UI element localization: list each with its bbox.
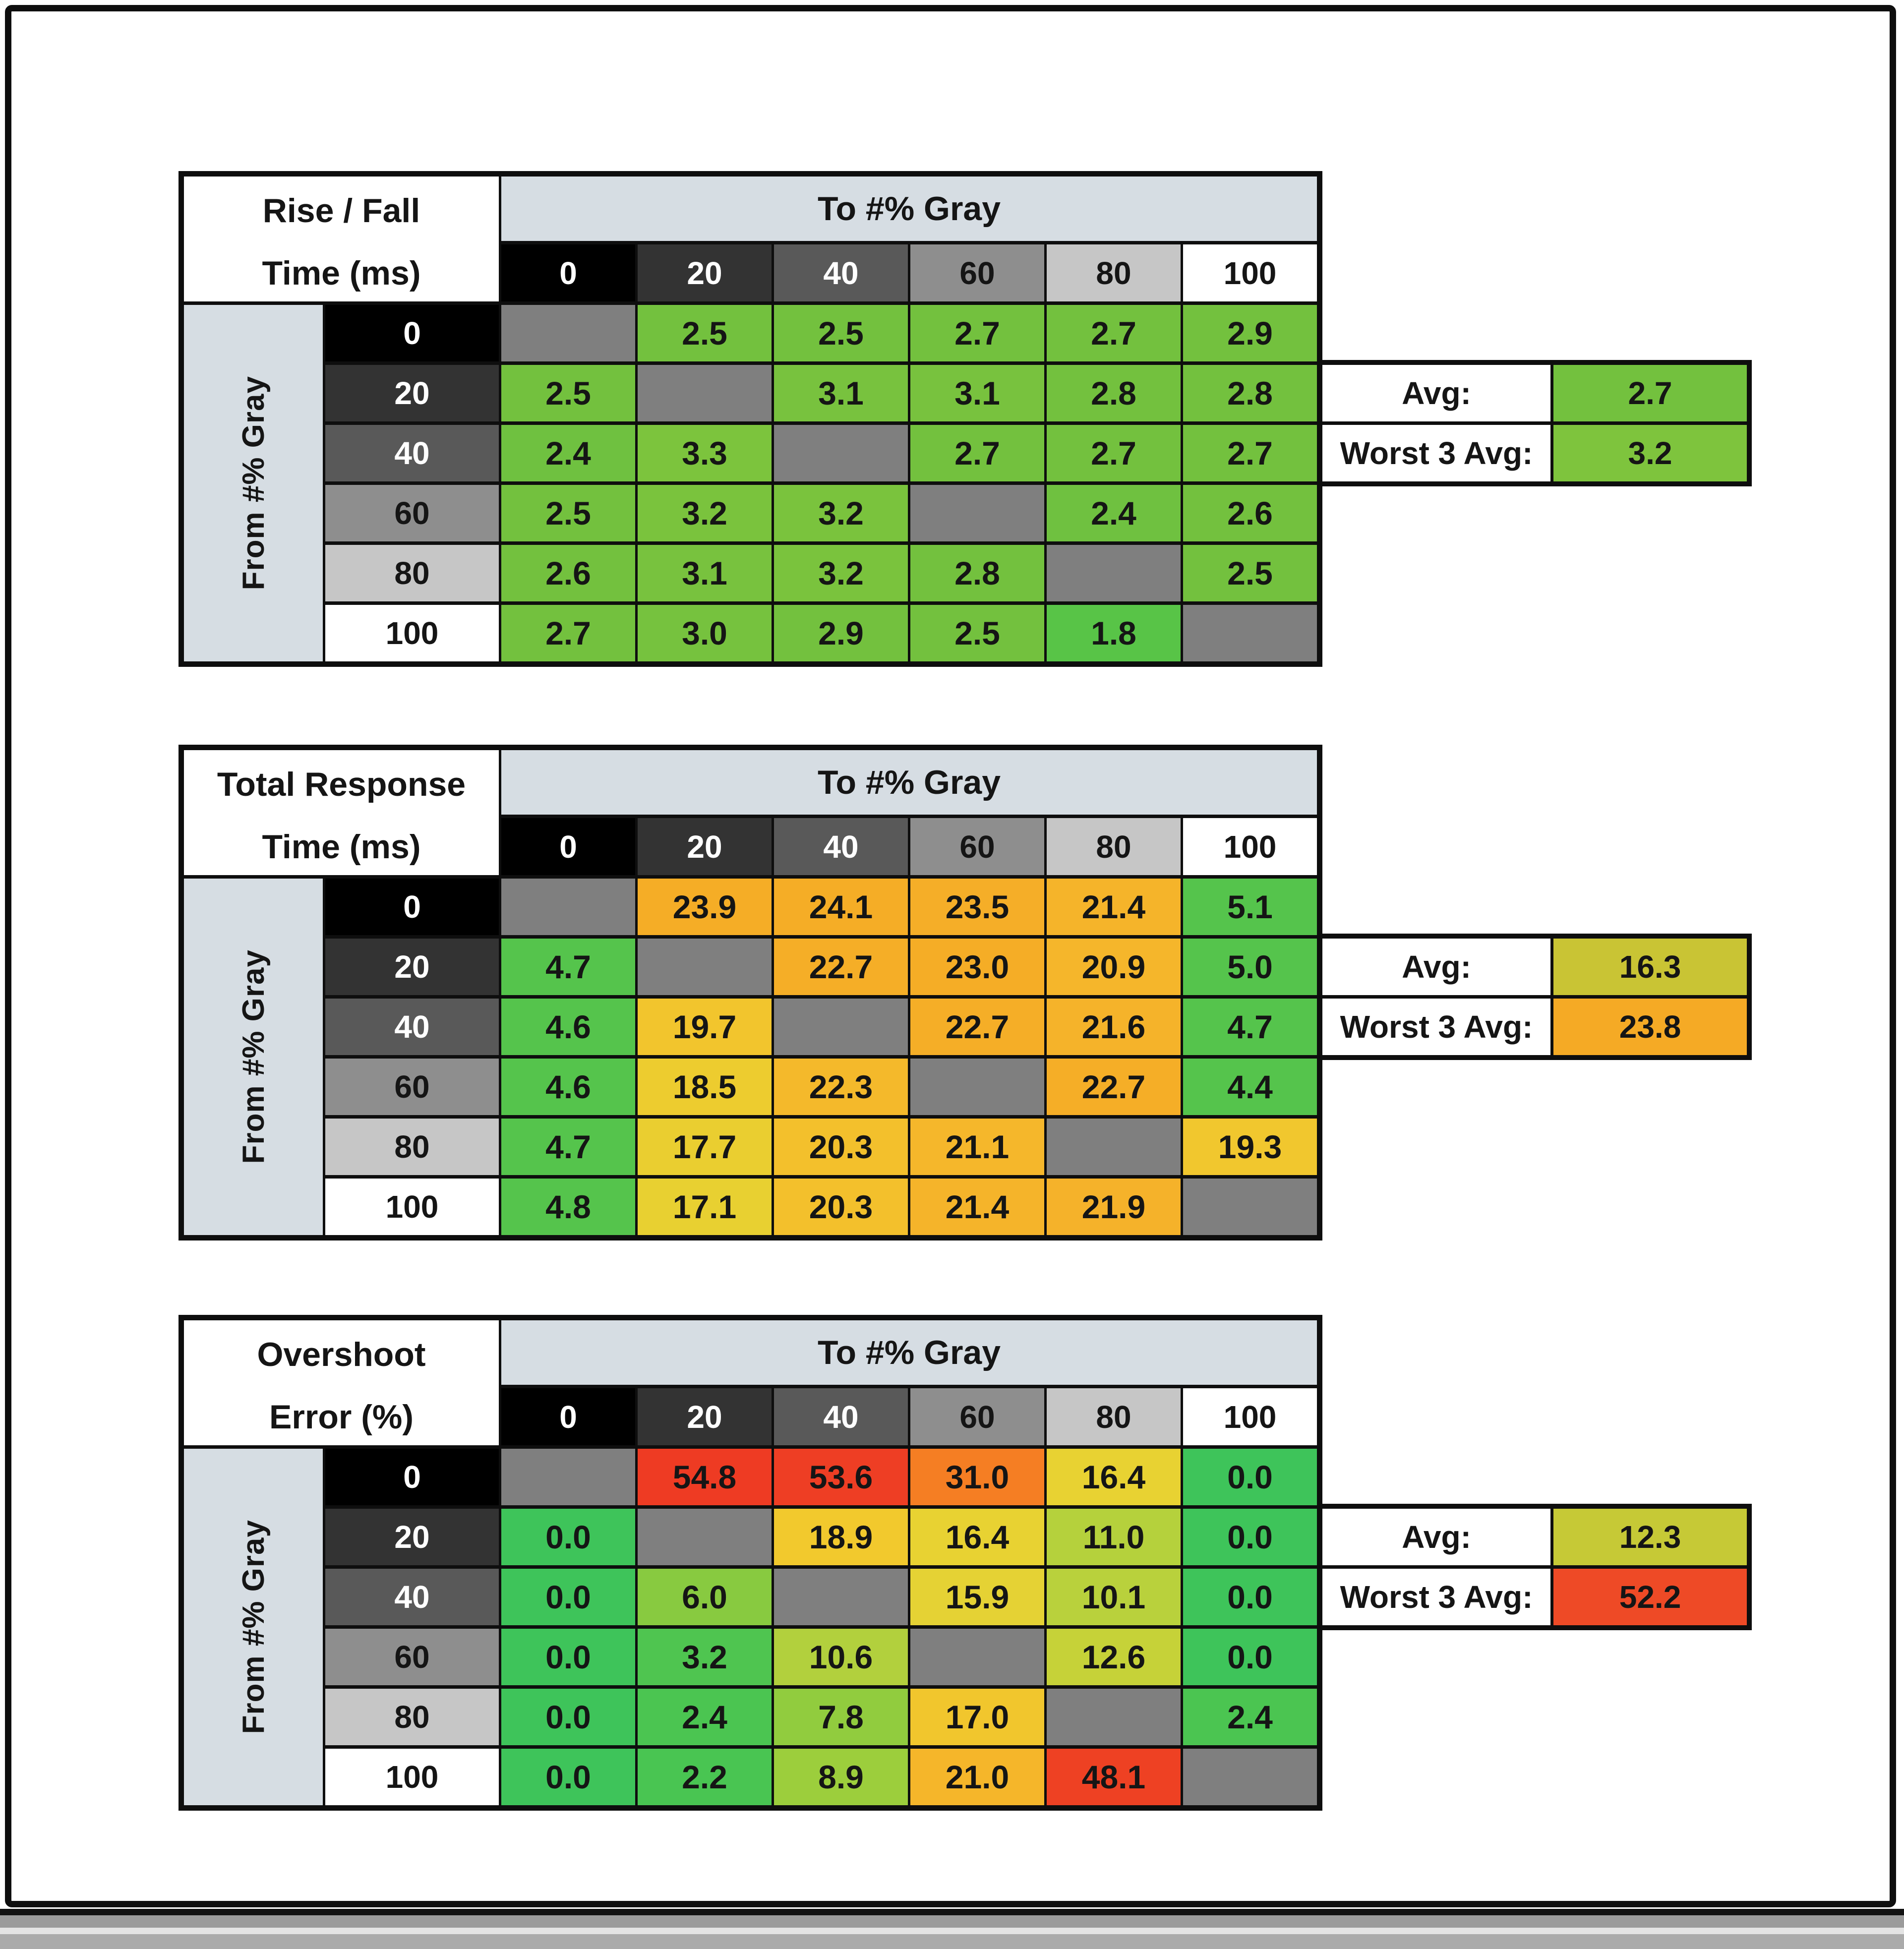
cell-from80-to20: 3.1 bbox=[638, 545, 772, 601]
worst3avg-value: 3.2 bbox=[1553, 425, 1747, 481]
row-header-100: 100 bbox=[325, 1179, 499, 1235]
from-percent-gray-band bbox=[184, 879, 323, 1235]
row-header-80: 80 bbox=[325, 545, 499, 601]
cell-from40-to0: 2.4 bbox=[501, 425, 635, 481]
cell-from80-to40: 3.2 bbox=[774, 545, 908, 601]
cell-from40-to60: 2.7 bbox=[910, 425, 1044, 481]
cell-from20-to80: 20.9 bbox=[1047, 939, 1181, 995]
from-percent-gray-label: From #% Gray bbox=[236, 1520, 271, 1734]
table-title-line2: Error (%) bbox=[269, 1398, 414, 1436]
row-header-100: 100 bbox=[325, 1749, 499, 1805]
cell-from60-to40: 22.3 bbox=[774, 1059, 908, 1115]
col-header-60: 60 bbox=[910, 244, 1044, 301]
diagonal-cell bbox=[501, 1449, 635, 1505]
from-percent-gray-label: From #% Gray bbox=[236, 949, 271, 1164]
table-title-rise-fall-time bbox=[184, 177, 499, 301]
table-rise-fall-time bbox=[178, 171, 1322, 667]
diagonal-cell bbox=[1047, 1689, 1181, 1745]
cell-from20-to60: 23.0 bbox=[910, 939, 1044, 995]
cell-from0-to40: 2.5 bbox=[774, 305, 908, 361]
cell-from60-to0: 4.6 bbox=[501, 1059, 635, 1115]
cell-from0-to40: 24.1 bbox=[774, 879, 908, 935]
cell-from40-to0: 0.0 bbox=[501, 1569, 635, 1625]
cell-from40-to20: 3.3 bbox=[638, 425, 772, 481]
diagonal-cell bbox=[774, 425, 908, 481]
cell-from0-to60: 31.0 bbox=[910, 1449, 1044, 1505]
diagonal-cell bbox=[910, 1629, 1044, 1685]
col-header-60: 60 bbox=[910, 1388, 1044, 1445]
cell-from80-to40: 20.3 bbox=[774, 1119, 908, 1175]
row-header-40: 40 bbox=[325, 425, 499, 481]
cell-from60-to80: 12.6 bbox=[1047, 1629, 1181, 1685]
cell-from0-to20: 23.9 bbox=[638, 879, 772, 935]
cell-from0-to20: 54.8 bbox=[638, 1449, 772, 1505]
cell-from60-to0: 0.0 bbox=[501, 1629, 635, 1685]
cell-from60-to20: 3.2 bbox=[638, 485, 772, 541]
cell-from80-to20: 17.7 bbox=[638, 1119, 772, 1175]
diagonal-cell bbox=[910, 1059, 1044, 1115]
col-header-20: 20 bbox=[638, 244, 772, 301]
cell-from80-to60: 17.0 bbox=[910, 1689, 1044, 1745]
row-header-20: 20 bbox=[325, 939, 499, 995]
diagonal-cell bbox=[501, 305, 635, 361]
col-header-0: 0 bbox=[501, 1388, 635, 1445]
bottom-strip bbox=[0, 1909, 1904, 1949]
cell-from60-to100: 2.6 bbox=[1183, 485, 1317, 541]
cell-from100-to60: 21.0 bbox=[910, 1749, 1044, 1805]
avg-value: 16.3 bbox=[1553, 939, 1747, 995]
cell-from100-to60: 2.5 bbox=[910, 605, 1044, 661]
avg-value: 2.7 bbox=[1553, 365, 1747, 421]
cell-from100-to80: 1.8 bbox=[1047, 605, 1181, 661]
table-title-overshoot-error bbox=[184, 1320, 499, 1445]
col-header-20: 20 bbox=[638, 1388, 772, 1445]
col-header-100: 100 bbox=[1183, 1388, 1317, 1445]
bottom-strip-black-line bbox=[0, 1909, 1904, 1915]
cell-from40-to100: 4.7 bbox=[1183, 999, 1317, 1055]
cell-from20-to100: 5.0 bbox=[1183, 939, 1317, 995]
row-header-60: 60 bbox=[325, 1629, 499, 1685]
col-header-80: 80 bbox=[1047, 1388, 1181, 1445]
bottom-strip-gray-base bbox=[0, 1934, 1904, 1949]
cell-from0-to20: 2.5 bbox=[638, 305, 772, 361]
cell-from80-to100: 19.3 bbox=[1183, 1119, 1317, 1175]
cell-from40-to0: 4.6 bbox=[501, 999, 635, 1055]
cell-from80-to20: 2.4 bbox=[638, 1689, 772, 1745]
cell-from40-to60: 15.9 bbox=[910, 1569, 1044, 1625]
bottom-strip-gray-band bbox=[0, 1915, 1904, 1928]
to-percent-gray-band: To #% Gray bbox=[501, 1320, 1317, 1385]
col-header-40: 40 bbox=[774, 818, 908, 875]
cell-from60-to80: 2.4 bbox=[1047, 485, 1181, 541]
cell-from60-to20: 18.5 bbox=[638, 1059, 772, 1115]
row-header-0: 0 bbox=[325, 1449, 499, 1505]
cell-from100-to40: 2.9 bbox=[774, 605, 908, 661]
cell-from20-to0: 2.5 bbox=[501, 365, 635, 421]
col-header-100: 100 bbox=[1183, 818, 1317, 875]
cell-from0-to80: 2.7 bbox=[1047, 305, 1181, 361]
to-percent-gray-band: To #% Gray bbox=[501, 750, 1317, 815]
diagonal-cell bbox=[1183, 1749, 1317, 1805]
row-header-60: 60 bbox=[325, 1059, 499, 1115]
diagonal-cell bbox=[774, 999, 908, 1055]
diagonal-cell bbox=[1047, 1119, 1181, 1175]
diagonal-cell bbox=[638, 939, 772, 995]
col-header-40: 40 bbox=[774, 1388, 908, 1445]
cell-from100-to40: 8.9 bbox=[774, 1749, 908, 1805]
cell-from40-to80: 10.1 bbox=[1047, 1569, 1181, 1625]
col-header-0: 0 bbox=[501, 244, 635, 301]
cell-from20-to0: 0.0 bbox=[501, 1509, 635, 1565]
cell-from80-to60: 21.1 bbox=[910, 1119, 1044, 1175]
cell-from20-to40: 18.9 bbox=[774, 1509, 908, 1565]
diagonal-cell bbox=[638, 365, 772, 421]
cell-from100-to0: 4.8 bbox=[501, 1179, 635, 1235]
worst3avg-label: Worst 3 Avg: bbox=[1322, 1569, 1550, 1625]
cell-from20-to60: 3.1 bbox=[910, 365, 1044, 421]
cell-from80-to0: 0.0 bbox=[501, 1689, 635, 1745]
col-header-80: 80 bbox=[1047, 244, 1181, 301]
row-header-0: 0 bbox=[325, 305, 499, 361]
diagonal-cell bbox=[638, 1509, 772, 1565]
cell-from0-to40: 53.6 bbox=[774, 1449, 908, 1505]
worst3avg-label: Worst 3 Avg: bbox=[1322, 999, 1550, 1055]
avg-label: Avg: bbox=[1322, 365, 1550, 421]
cell-from100-to20: 2.2 bbox=[638, 1749, 772, 1805]
cell-from60-to20: 3.2 bbox=[638, 1629, 772, 1685]
col-header-0: 0 bbox=[501, 818, 635, 875]
cell-from80-to0: 2.6 bbox=[501, 545, 635, 601]
cell-from40-to100: 2.7 bbox=[1183, 425, 1317, 481]
diagonal-cell bbox=[774, 1569, 908, 1625]
cell-from20-to40: 22.7 bbox=[774, 939, 908, 995]
table-overshoot-error bbox=[178, 1315, 1322, 1811]
cell-from0-to100: 5.1 bbox=[1183, 879, 1317, 935]
cell-from80-to40: 7.8 bbox=[774, 1689, 908, 1745]
cell-from60-to0: 2.5 bbox=[501, 485, 635, 541]
to-percent-gray-band: To #% Gray bbox=[501, 177, 1317, 241]
diagonal-cell bbox=[1183, 605, 1317, 661]
avg-value: 12.3 bbox=[1553, 1509, 1747, 1565]
cell-from60-to40: 10.6 bbox=[774, 1629, 908, 1685]
cell-from60-to40: 3.2 bbox=[774, 485, 908, 541]
cell-from0-to60: 2.7 bbox=[910, 305, 1044, 361]
from-percent-gray-band bbox=[184, 305, 323, 661]
diagonal-cell bbox=[910, 485, 1044, 541]
row-header-80: 80 bbox=[325, 1119, 499, 1175]
cell-from20-to80: 2.8 bbox=[1047, 365, 1181, 421]
table-title-line1: Total Response bbox=[217, 765, 466, 803]
cell-from40-to20: 6.0 bbox=[638, 1569, 772, 1625]
table-title-total-response-time bbox=[184, 750, 499, 875]
table-total-response-time bbox=[178, 745, 1322, 1240]
summary-box-total-response-time bbox=[1317, 934, 1752, 1060]
row-header-40: 40 bbox=[325, 1569, 499, 1625]
row-header-20: 20 bbox=[325, 365, 499, 421]
cell-from100-to40: 20.3 bbox=[774, 1179, 908, 1235]
diagonal-cell bbox=[1047, 545, 1181, 601]
cell-from80-to60: 2.8 bbox=[910, 545, 1044, 601]
diagonal-cell bbox=[501, 879, 635, 935]
cell-from0-to100: 2.9 bbox=[1183, 305, 1317, 361]
cell-from0-to80: 21.4 bbox=[1047, 879, 1181, 935]
cell-from100-to80: 21.9 bbox=[1047, 1179, 1181, 1235]
col-header-20: 20 bbox=[638, 818, 772, 875]
row-header-80: 80 bbox=[325, 1689, 499, 1745]
summary-box-rise-fall-time bbox=[1317, 360, 1752, 486]
cell-from20-to100: 0.0 bbox=[1183, 1509, 1317, 1565]
col-header-80: 80 bbox=[1047, 818, 1181, 875]
row-header-100: 100 bbox=[325, 605, 499, 661]
from-percent-gray-label: From #% Gray bbox=[236, 376, 271, 591]
table-title-line2: Time (ms) bbox=[262, 827, 421, 866]
worst3avg-label: Worst 3 Avg: bbox=[1322, 425, 1550, 481]
cell-from20-to0: 4.7 bbox=[501, 939, 635, 995]
table-title-line1: Overshoot bbox=[257, 1335, 426, 1373]
cell-from40-to60: 22.7 bbox=[910, 999, 1044, 1055]
cell-from80-to0: 4.7 bbox=[501, 1119, 635, 1175]
row-header-20: 20 bbox=[325, 1509, 499, 1565]
summary-box-overshoot-error bbox=[1317, 1504, 1752, 1630]
worst3avg-value: 52.2 bbox=[1553, 1569, 1747, 1625]
avg-label: Avg: bbox=[1322, 1509, 1550, 1565]
cell-from20-to60: 16.4 bbox=[910, 1509, 1044, 1565]
col-header-60: 60 bbox=[910, 818, 1044, 875]
cell-from20-to100: 2.8 bbox=[1183, 365, 1317, 421]
cell-from100-to20: 17.1 bbox=[638, 1179, 772, 1235]
cell-from40-to20: 19.7 bbox=[638, 999, 772, 1055]
cell-from0-to100: 0.0 bbox=[1183, 1449, 1317, 1505]
row-header-0: 0 bbox=[325, 879, 499, 935]
row-header-60: 60 bbox=[325, 485, 499, 541]
cell-from60-to100: 4.4 bbox=[1183, 1059, 1317, 1115]
from-percent-gray-band bbox=[184, 1449, 323, 1805]
table-title-line2: Time (ms) bbox=[262, 254, 421, 292]
avg-label: Avg: bbox=[1322, 939, 1550, 995]
cell-from60-to100: 0.0 bbox=[1183, 1629, 1317, 1685]
cell-from0-to80: 16.4 bbox=[1047, 1449, 1181, 1505]
cell-from100-to0: 0.0 bbox=[501, 1749, 635, 1805]
diagonal-cell bbox=[1183, 1179, 1317, 1235]
cell-from60-to80: 22.7 bbox=[1047, 1059, 1181, 1115]
cell-from100-to60: 21.4 bbox=[910, 1179, 1044, 1235]
cell-from80-to100: 2.5 bbox=[1183, 545, 1317, 601]
cell-from40-to100: 0.0 bbox=[1183, 1569, 1317, 1625]
col-header-100: 100 bbox=[1183, 244, 1317, 301]
cell-from100-to80: 48.1 bbox=[1047, 1749, 1181, 1805]
cell-from0-to60: 23.5 bbox=[910, 879, 1044, 935]
col-header-40: 40 bbox=[774, 244, 908, 301]
cell-from40-to80: 2.7 bbox=[1047, 425, 1181, 481]
worst3avg-value: 23.8 bbox=[1553, 999, 1747, 1055]
cell-from40-to80: 21.6 bbox=[1047, 999, 1181, 1055]
table-title-line1: Rise / Fall bbox=[262, 191, 420, 230]
bottom-strip-light-line bbox=[0, 1928, 1904, 1934]
cell-from20-to40: 3.1 bbox=[774, 365, 908, 421]
cell-from20-to80: 11.0 bbox=[1047, 1509, 1181, 1565]
cell-from100-to0: 2.7 bbox=[501, 605, 635, 661]
cell-from80-to100: 2.4 bbox=[1183, 1689, 1317, 1745]
row-header-40: 40 bbox=[325, 999, 499, 1055]
cell-from100-to20: 3.0 bbox=[638, 605, 772, 661]
